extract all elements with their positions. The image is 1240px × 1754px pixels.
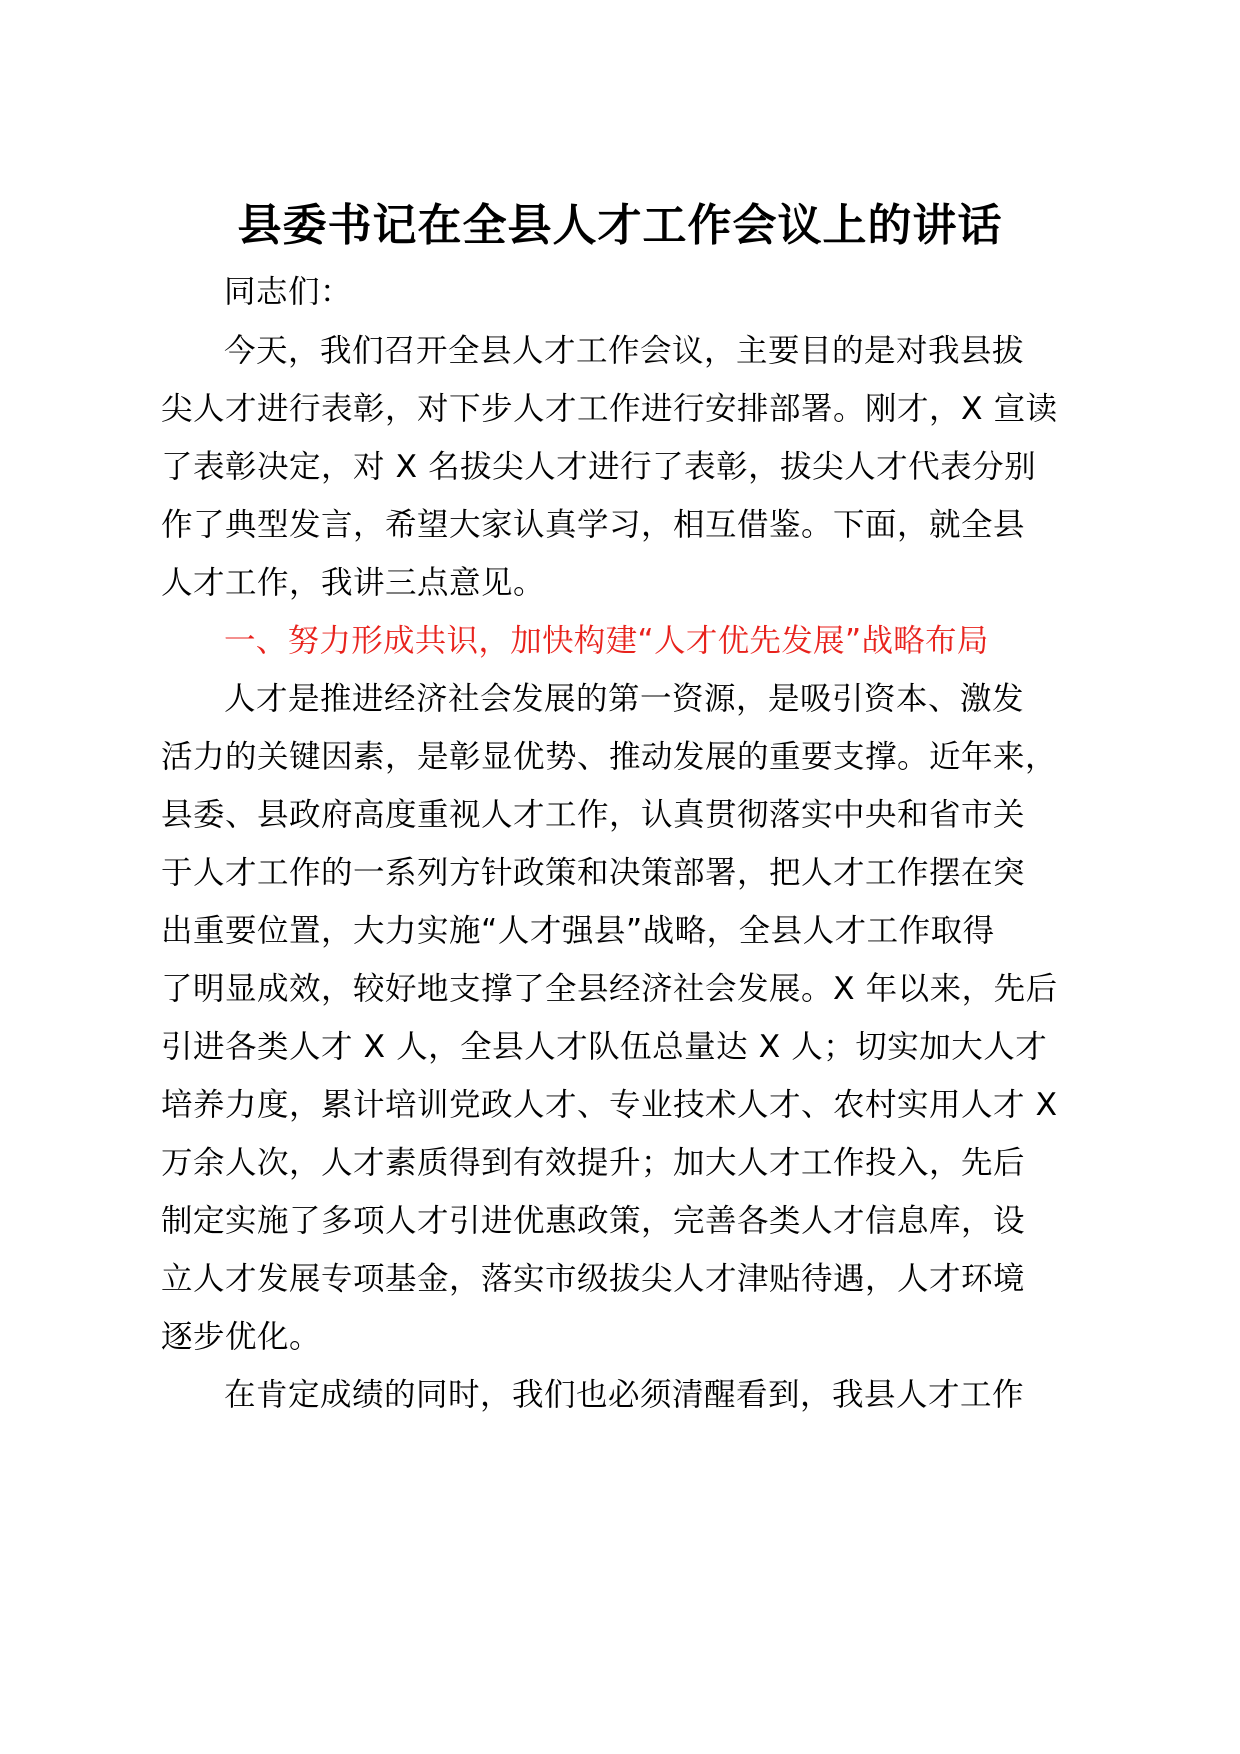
paragraph-line: 今天，我们召开全县人才工作会议，主要目的是对我县拔 [224, 333, 1025, 369]
paragraph-line: 立人才发展专项基金，落实市级拔尖人才津贴待遇，人才环境 [161, 1261, 1026, 1297]
paragraph-line: 逐步优化。 [161, 1319, 322, 1355]
paragraph-line: 县委、县政府高度重视人才工作，认真贯彻落实中央和省市关 [161, 797, 1026, 833]
paragraph-line: 活力的关键因素，是彰显优势、推动发展的重要支撑。近年来， [161, 739, 1058, 775]
paragraph-line: 作了典型发言，希望大家认真学习，相互借鉴。下面，就全县 [161, 507, 1026, 543]
document-title: 县委书记在全县人才工作会议上的讲话 [237, 200, 1003, 251]
paragraph-line: 于人才工作的一系列方针政策和决策部署，把人才工作摆在突 [161, 855, 1026, 891]
paragraph-line: 了表彰决定，对 X 名拔尖人才进行了表彰，拔尖人才代表分别 [161, 449, 1037, 485]
section-heading: 一、努力形成共识，加快构建“人才优先发展”战略布局 [224, 623, 989, 659]
paragraph-line: 出重要位置，大力实施“人才强县”战略，全县人才工作取得 [161, 913, 995, 949]
paragraph-line: 引进各类人才 X 人，全县人才队伍总量达 X 人；切实加大人才 [161, 1029, 1048, 1065]
paragraph-line: 万余人次，人才素质得到有效提升；加大人才工作投入，先后 [161, 1145, 1026, 1181]
paragraph-line: 人才工作，我讲三点意见。 [161, 565, 546, 601]
paragraph-line: 在肯定成绩的同时，我们也必须清醒看到，我县人才工作 [224, 1377, 1025, 1413]
paragraph-line: 人才是推进经济社会发展的第一资源，是吸引资本、激发 [224, 681, 1025, 717]
paragraph-line: 培养力度，累计培训党政人才、专业技术人才、农村实用人才 X [161, 1087, 1058, 1123]
paragraph-line: 制定实施了多项人才引进优惠政策，完善各类人才信息库，设 [161, 1203, 1026, 1239]
paragraph-line: 了明显成效，较好地支撑了全县经济社会发展。X 年以来，先后 [161, 971, 1058, 1007]
paragraph-line: 尖人才进行表彰，对下步人才工作进行安排部署。刚才，X 宣读 [161, 391, 1058, 427]
salutation: 同志们： [224, 274, 353, 310]
